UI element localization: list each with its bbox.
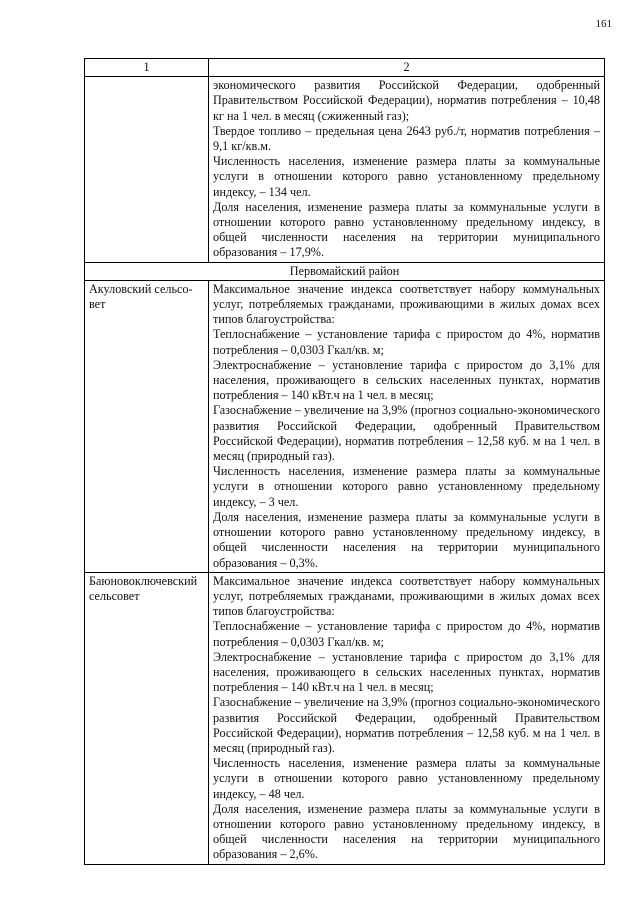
- paragraph: Доля населения, изменение размера платы за коммунальные услуги в отношении которого равно установленному предельному индексу, в общей численности населения на территории муниципального образования – 0,3%.: [213, 509, 600, 570]
- paragraph: Численность населения, изменение размера платы за коммунальные услуги в отношении которого равно установленному предельному индексу, – 48 чел.: [213, 756, 600, 801]
- paragraph: Численность населения, изменение размера платы за коммунальные услуги в отношении которого равно установленному предельному индексу, – 3 чел.: [213, 464, 600, 509]
- row-name: Акуловский сельсо-вет: [85, 280, 209, 572]
- paragraph: Доля населения, изменение размера платы за коммунальные услуги в отношении которого равно установленному предельному индексу, в общей численности населения на территории муниципального образования – 2,6%.: [213, 801, 600, 862]
- paragraph: Твердое топливо – предельная цена 2643 руб./т, норматив потребления – 9,1 кг/кв.м.: [213, 123, 600, 154]
- paragraph: Электроснабжение – установление тарифа с приростом до 3,1% для населения, проживающего в сельских населенных пунктах, норматив потребления – 140 кВт.ч на 1 чел. в месяц;: [213, 357, 600, 403]
- paragraph: Теплоснабжение – установление тарифа с приростом до 4%, норматив потребления – 0,0303 Гкал/кв. м;: [213, 327, 600, 357]
- paragraph: Максимальное значение индекса соответствует набору коммунальных услуг, потребляемых гражданами, проживающими в жилых домах всех типов благоустройства:: [213, 573, 600, 619]
- paragraph: Доля населения, изменение размера платы за коммунальные услуги в отношении которого равно установленному предельному индексу, в общей численности населения на территории муниципального образования – 17,9%.: [213, 199, 600, 260]
- paragraph: экономического развития Российской Федерации, одобренный Правительством Российской Федерации), норматив потребления – 10,48 кг на 1 чел. в месяц (сжиженный газ);: [213, 78, 600, 123]
- paragraph: Газоснабжение – увеличение на 3,9% (прогноз социально-экономического развития Российской Федерации, одобренный Правительством Российской Федерации), норматив потребления – 12,58 куб. м на 1 чел. в месяц (природный газ).: [213, 403, 600, 464]
- table-row: [85, 280, 605, 572]
- row-text-cell: [209, 572, 605, 864]
- continuation-text-cell: [209, 77, 605, 262]
- paragraph: Максимальное значение индекса соответствует набору коммунальных услуг, потребляемых гражданами, проживающими в жилых домах всех типов благоустройства:: [213, 281, 600, 327]
- table-row: [85, 572, 605, 864]
- paragraph: Электроснабжение – установление тарифа с приростом до 3,1% для населения, проживающего в сельских населенных пунктах, норматив потребления – 140 кВт.ч на 1 чел. в месяц;: [213, 649, 600, 695]
- tariff-table: [84, 58, 605, 865]
- header-col-2: 2: [209, 59, 605, 77]
- continuation-name-cell: [85, 77, 209, 262]
- continuation-row: [85, 77, 605, 262]
- section-row: [85, 262, 605, 280]
- row-name: Баюновоключевский сельсовет: [85, 572, 209, 864]
- table-header-row: [85, 59, 605, 77]
- header-col-1: 1: [85, 59, 209, 77]
- paragraph: Газоснабжение – увеличение на 3,9% (прогноз социально-экономического развития Российской Федерации, одобренный Правительством Российской Федерации), норматив потребления – 12,58 куб. м на 1 чел. в месяц (природный газ).: [213, 695, 600, 755]
- page-number: 161: [595, 18, 612, 30]
- section-title: Первомайский район: [85, 262, 605, 280]
- paragraph: Численность населения, изменение размера платы за коммунальные услуги в отношении которого равно установленному предельному индексу, – 134 чел.: [213, 154, 600, 199]
- row-text-cell: [209, 280, 605, 572]
- paragraph: Теплоснабжение – установление тарифа с приростом до 4%, норматив потребления – 0,0303 Гкал/кв. м;: [213, 619, 600, 649]
